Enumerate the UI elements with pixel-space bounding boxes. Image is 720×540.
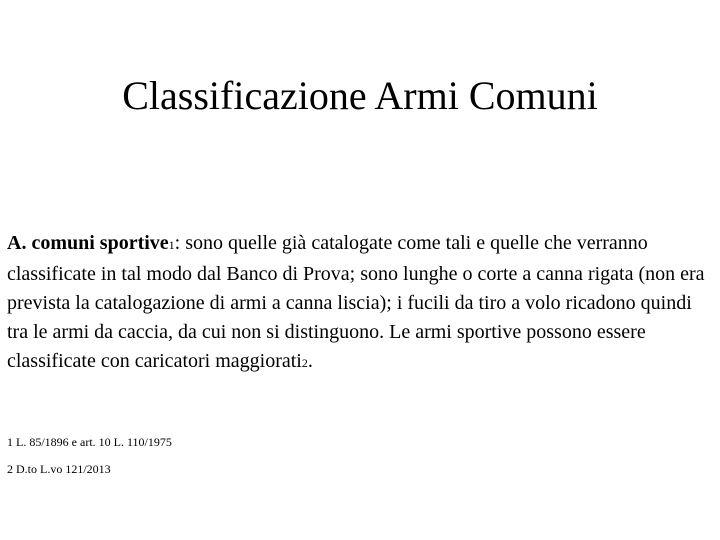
footnote-2: 2 D.to L.vo 121/2013 [7, 462, 111, 476]
footnote-ref-1: 1 [168, 238, 175, 252]
paragraph-text: : sono quelle già catalogate come tali e quelle che verranno classificate in tal modo dal Banco di Prova; sono lunghe o corte a canna rigata (non era prevista la catalogazione di armi a canna liscia); i fucili da tiro a volo ricadono quindi tra le armi da caccia, da cui non si distinguono. Le armi sportive possono essere classificate con caricatori maggiorati [7, 232, 705, 372]
body-paragraph [7, 229, 713, 378]
slide-title: Classificazione Armi Comuni [122, 73, 598, 118]
footnote-1: 1 L. 85/1896 e art. 10 L. 110/1975 [7, 435, 172, 449]
term-label: A. comuni sportive [7, 232, 169, 254]
footnote-ref-2: 2 [301, 356, 308, 370]
paragraph-end: . [307, 350, 313, 372]
